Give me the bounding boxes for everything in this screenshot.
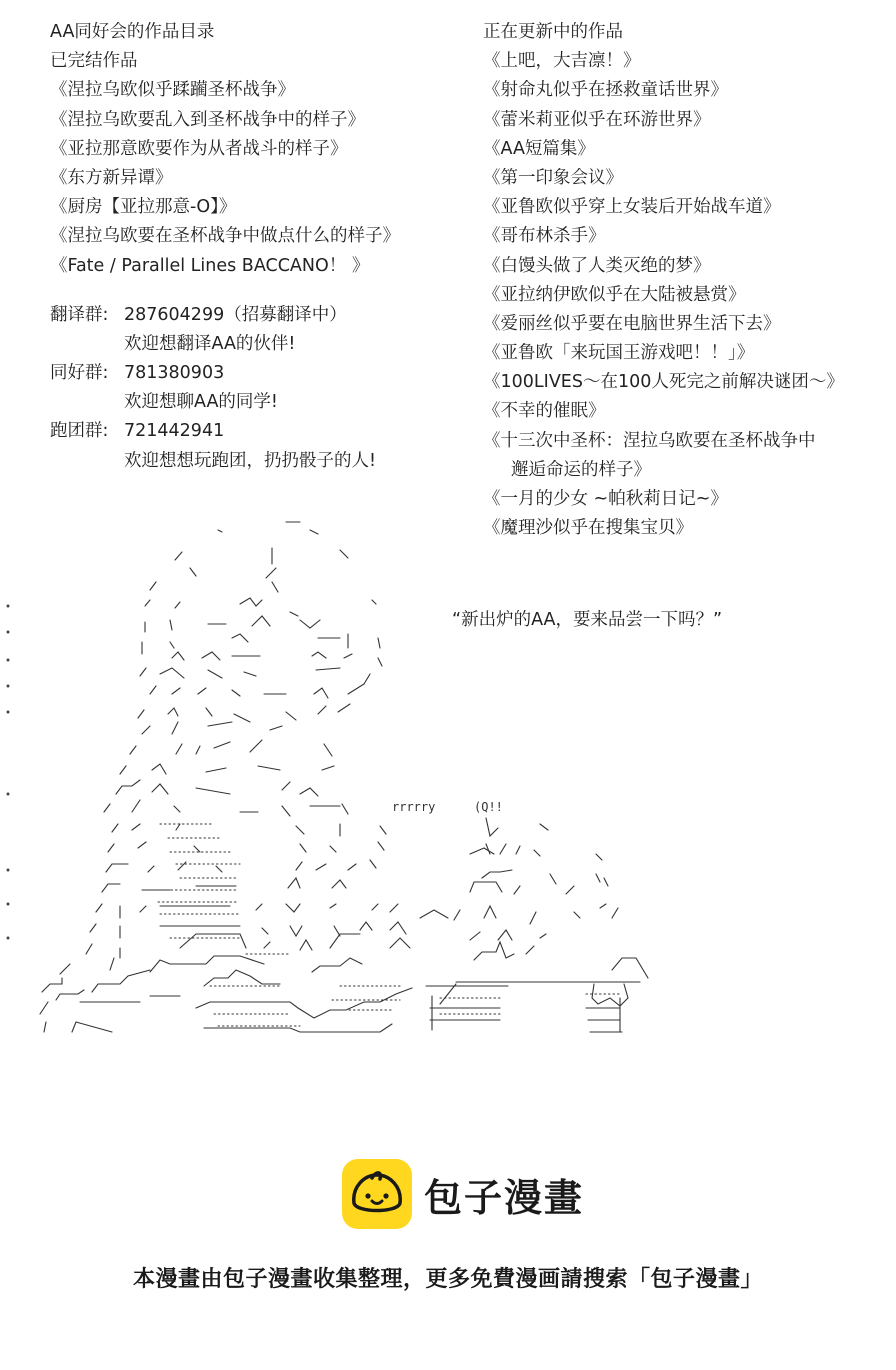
completed-work: 《涅拉乌欧要乱入到圣杯战争中的样子》 <box>50 109 365 130</box>
fan-group-number: 781380903 <box>124 363 225 384</box>
ongoing-work: 《爱丽丝似乎要在电脑世界生活下去》 <box>483 313 781 334</box>
translate-group-welcome: 欢迎想翻译AA的伙伴! <box>124 333 296 354</box>
completed-section-title: 已完结作品 <box>50 51 138 72</box>
speech-quote: “新出炉的AA，要来品尝一下吗？” <box>452 610 723 630</box>
ongoing-work: 《蕾米莉亚似乎在环游世界》 <box>483 109 711 130</box>
ongoing-work: 《一月的少女 ~帕秋莉日记~》 <box>483 489 728 509</box>
ongoing-work: 《射命丸似乎在拯救童话世界》 <box>483 80 728 101</box>
completed-work: 《厨房【亚拉那意-O】》 <box>50 197 237 218</box>
ongoing-work-continued: 邂逅命运的样子》 <box>511 459 651 480</box>
trpg-group-row <box>50 417 400 446</box>
completed-work: 《东方新异谭》 <box>50 167 173 188</box>
ongoing-work: 《魔理沙似乎在搜集宝贝》 <box>483 518 693 539</box>
ongoing-section-title: 正在更新中的作品 <box>483 22 623 42</box>
ascii-art-illustration <box>0 508 896 1038</box>
baozi-icon <box>342 1159 412 1229</box>
translate-group-number: 287604299（招募翻译中） <box>124 304 347 325</box>
bubble-text: rrrrry <box>392 800 436 814</box>
completed-work: 《亚拉那意欧要作为从者战斗的样子》 <box>50 138 348 159</box>
ongoing-work: 《AA短篇集》 <box>483 138 595 159</box>
fan-group-row <box>50 359 400 388</box>
ongoing-work: 《第一印象会议》 <box>483 167 623 188</box>
ascii-art-drawing <box>0 508 896 1038</box>
completed-work: 《涅拉乌欧似乎蹂躏圣杯战争》 <box>50 80 295 101</box>
translate-group-row <box>50 301 400 330</box>
ongoing-work: 《不幸的催眠》 <box>483 401 606 422</box>
ongoing-work: 《哥布林杀手》 <box>483 226 606 247</box>
brand-logo <box>342 1159 584 1229</box>
left-column <box>50 18 400 476</box>
ongoing-work: 《十三次中圣杯：涅拉乌欧要在圣杯战争中 <box>483 430 816 451</box>
right-column <box>483 18 844 543</box>
ongoing-work: 《亚鲁欧似乎穿上女装后开始战车道》 <box>483 197 781 218</box>
ongoing-work: 《白馒头做了人类灭绝的梦》 <box>483 255 711 276</box>
fan-group-welcome: 欢迎想聊AA的同学! <box>124 392 278 413</box>
bubble-text-2: (Q!! <box>474 800 503 814</box>
completed-work: 《涅拉乌欧要在圣杯战争中做点什么的样子》 <box>50 226 400 247</box>
footer-notice: 本漫畫由包子漫畫收集整理，更多免費漫画請搜索「包子漫畫」 <box>132 1267 763 1292</box>
completed-work: 《Fate / Parallel Lines BACCANO！ 》 <box>50 255 370 276</box>
fan-group-label: 同好群: <box>50 363 109 384</box>
trpg-group-number: 721442941 <box>124 421 225 442</box>
catalog-title: AA同好会的作品目录 <box>50 22 215 42</box>
spacer <box>50 281 400 301</box>
trpg-group-label: 跑团群: <box>50 421 109 442</box>
ongoing-work: 《亚拉纳伊欧似乎在大陆被悬赏》 <box>483 284 746 305</box>
translate-group-label: 翻译群: <box>50 304 109 325</box>
ongoing-work: 《100LIVES～在100人死完之前解决谜团～》 <box>483 372 844 393</box>
ongoing-work: 《亚鲁欧「来玩国王游戏吧！！」》 <box>483 343 755 364</box>
trpg-group-welcome: 欢迎想想玩跑团，扔扔骰子的人! <box>124 450 377 471</box>
ongoing-work: 《上吧，大吉凛！》 <box>483 51 641 72</box>
brand-name: 包子漫畫 <box>424 1175 585 1220</box>
